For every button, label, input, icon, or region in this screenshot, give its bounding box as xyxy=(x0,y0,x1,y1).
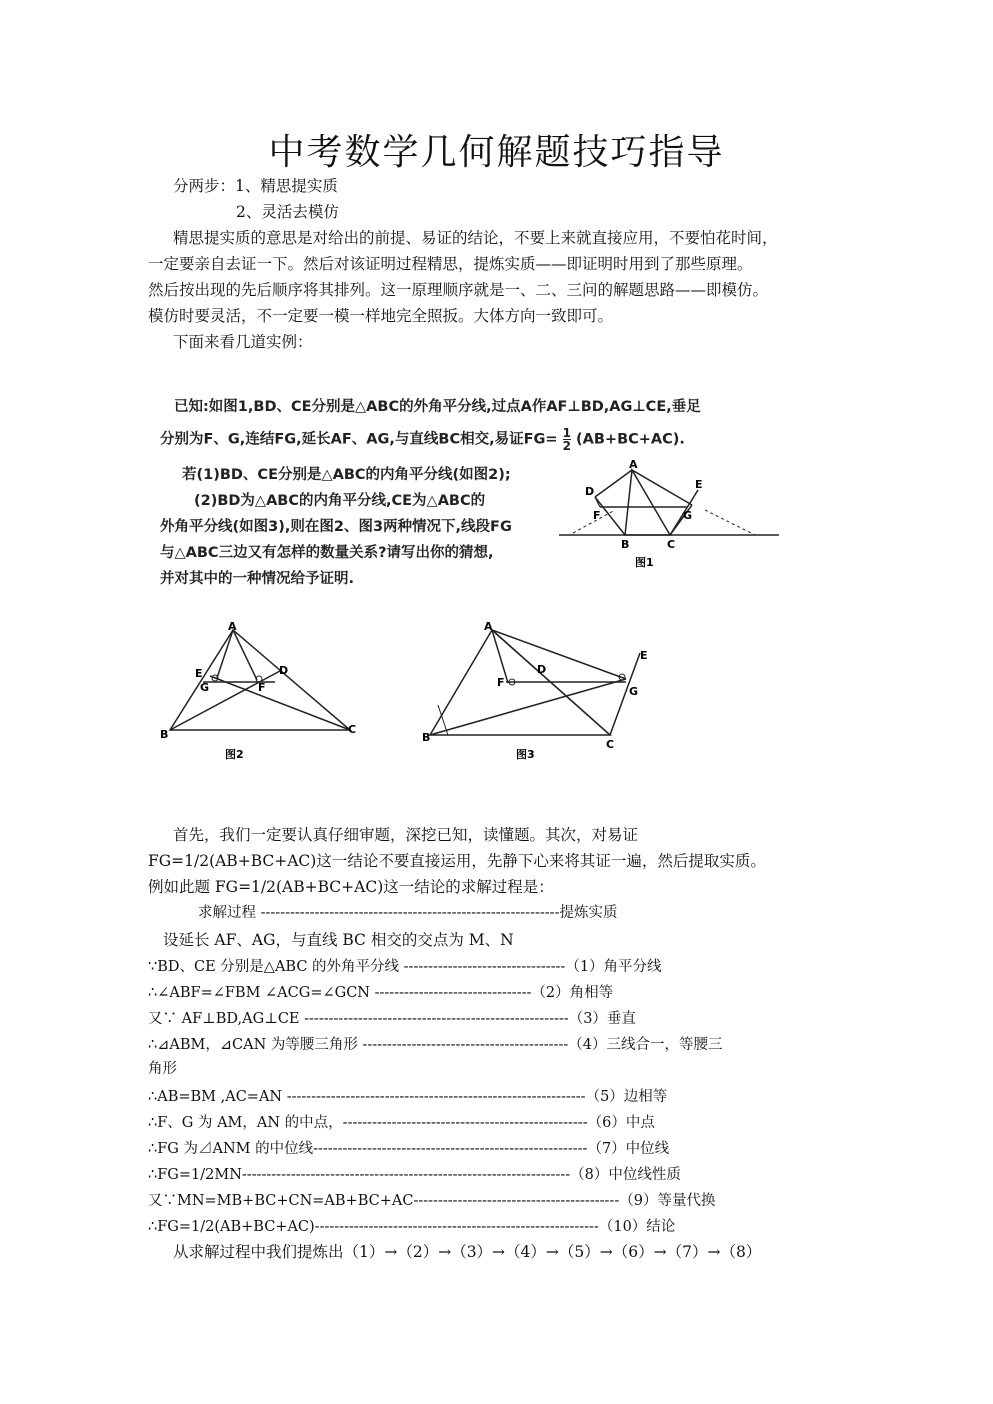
process-setup: 设延长 AF、AG，与直线 BC 相交的交点为 M、N xyxy=(163,931,514,949)
problem-line: 分别为F、G,连结FG,延长AF、AG,与直线BC相交,易证FG= $\frac{1}{2}$ (AB+BC+AC). xyxy=(160,426,685,453)
analysis-line: 首先，我们一定要认真仔细审题，深挖已知，读懂题。其次，对易证 xyxy=(173,826,639,844)
fig2-label: D xyxy=(279,664,289,677)
proof-step: 又∵ AF⊥BD,AG⊥CE ------------------------------------------------------（3）垂直 xyxy=(148,1011,636,1027)
problem-line: 外角平分线(如图3),则在图2、图3两种情况下,线段FG xyxy=(160,519,512,535)
fig1-label: E xyxy=(695,478,703,491)
fig1-caption: 图1 xyxy=(635,556,654,569)
fig3-label: A xyxy=(484,620,493,633)
fig2-label: G xyxy=(200,681,210,694)
analysis-line: FG=1/2(AB+BC+AC)这一结论不要直接运用，先静下心来将其证一遍，然后提取实质。 xyxy=(148,852,766,870)
fig2-label: F xyxy=(258,681,266,694)
proof-step: 又∵MN=MB+BC+CN=AB+BC+AC------------------------------------------（9）等量代换 xyxy=(148,1193,716,1209)
intro-paragraph-line: 模仿时要灵活，不一定要一模一样地完全照扳。大体方向一致即可。 xyxy=(148,307,614,325)
figure-1 xyxy=(555,455,780,575)
fig1-label: D xyxy=(585,485,595,498)
fig2-label: C xyxy=(348,723,357,736)
proof-step: ∴AB=BM ,AC=AN -------------------------------------------------------------（5）边相等 xyxy=(148,1089,668,1105)
intro-paragraph-line: 精思提实质的意思是对给出的前提、易证的结论，不要上来就直接应用，不要怕花时间， xyxy=(173,229,778,247)
fig3-label: G xyxy=(629,685,639,698)
proof-step: ∴⊿ABM，⊿CAN 为等腰三角形 ------------------------------------------（4）三线合一，等腰三 xyxy=(148,1037,723,1053)
fraction: $\frac{1}{2}$ xyxy=(562,426,571,453)
proof-step: ∴∠ABF=∠FBM ∠ACG=∠GCN --------------------------------（2）角相等 xyxy=(148,985,614,1001)
proof-step: 角形 xyxy=(148,1061,177,1077)
fig2-caption: 图2 xyxy=(225,748,244,761)
page-title: 中考数学几何解题技巧指导 xyxy=(268,132,725,173)
process-header: 求解过程 -------------------------------------------------------------提炼实质 xyxy=(198,905,618,921)
fig2-label: B xyxy=(160,728,169,741)
problem-line: 并对其中的一种情况给予证明. xyxy=(160,571,355,587)
fig1-label: F xyxy=(593,509,601,522)
fig3-label: E xyxy=(640,649,648,662)
fig2-label: A xyxy=(228,620,237,633)
intro-examples-line: 下面来看几道实例： xyxy=(173,333,313,351)
intro-paragraph-line: 然后按出现的先后顺序将其排列。这一原理顺序就是一、二、三问的解题思路——即模仿。 xyxy=(148,281,769,299)
intro-paragraph-line: 一定要亲自去证一下。然后对该证明过程精思，提炼实质——即证明时用到了那些原理。 xyxy=(148,255,753,273)
problem-line: 与△ABC三边又有怎样的数量关系?请写出你的猜想, xyxy=(160,545,494,561)
fig1-label: G xyxy=(683,509,693,522)
steps-label: 分两步：1、精思提实质 xyxy=(173,177,338,195)
proof-step: ∴F、G 为 AM，AN 的中点，--------------------------------------------------（6）中点 xyxy=(148,1115,655,1131)
proof-step: ∴FG=1/2MN-------------------------------------------------------------------（8）中位线性质 xyxy=(148,1167,681,1183)
analysis-line: 例如此题 FG=1/2(AB+BC+AC)这一结论的求解过程是： xyxy=(148,878,554,896)
fig3-label: F xyxy=(497,676,505,689)
problem-line: 若(1)BD、CE分别是△ABC的内角平分线(如图2); xyxy=(182,467,511,483)
proof-step: ∵BD、CE 分别是△ABC 的外角平分线 ---------------------------------（1）角平分线 xyxy=(148,959,662,975)
figure-3 xyxy=(418,615,668,765)
proof-step: ∴FG=1/2(AB+BC+AC)----------------------------------------------------------（10）结论 xyxy=(148,1219,676,1235)
problem-line: (2)BD为△ABC的内角平分线,CE为△ABC的 xyxy=(194,493,486,509)
fig3-label: D xyxy=(537,663,547,676)
proof-step: ∴FG 为⊿ANM 的中位线--------------------------------------------------------（7）中位线 xyxy=(148,1141,670,1157)
fig3-label: C xyxy=(606,738,615,751)
fig1-label: C xyxy=(667,538,676,551)
fig3-label: B xyxy=(422,731,431,744)
fig3-caption: 图3 xyxy=(516,748,535,761)
problem-line: 已知:如图1,BD、CE分别是△ABC的外角平分线,过点A作AF⊥BD,AG⊥CE,垂足 xyxy=(174,399,701,415)
fig1-label: B xyxy=(621,538,630,551)
step-two: 2、灵活去模仿 xyxy=(236,203,339,221)
summary-line: 从求解过程中我们提炼出（1）→（2）→（3）→（4）→（5）→（6）→（7）→（8） xyxy=(173,1243,762,1261)
fig2-label: E xyxy=(195,667,203,680)
fig1-label: A xyxy=(629,458,638,471)
figure-2 xyxy=(155,618,375,768)
